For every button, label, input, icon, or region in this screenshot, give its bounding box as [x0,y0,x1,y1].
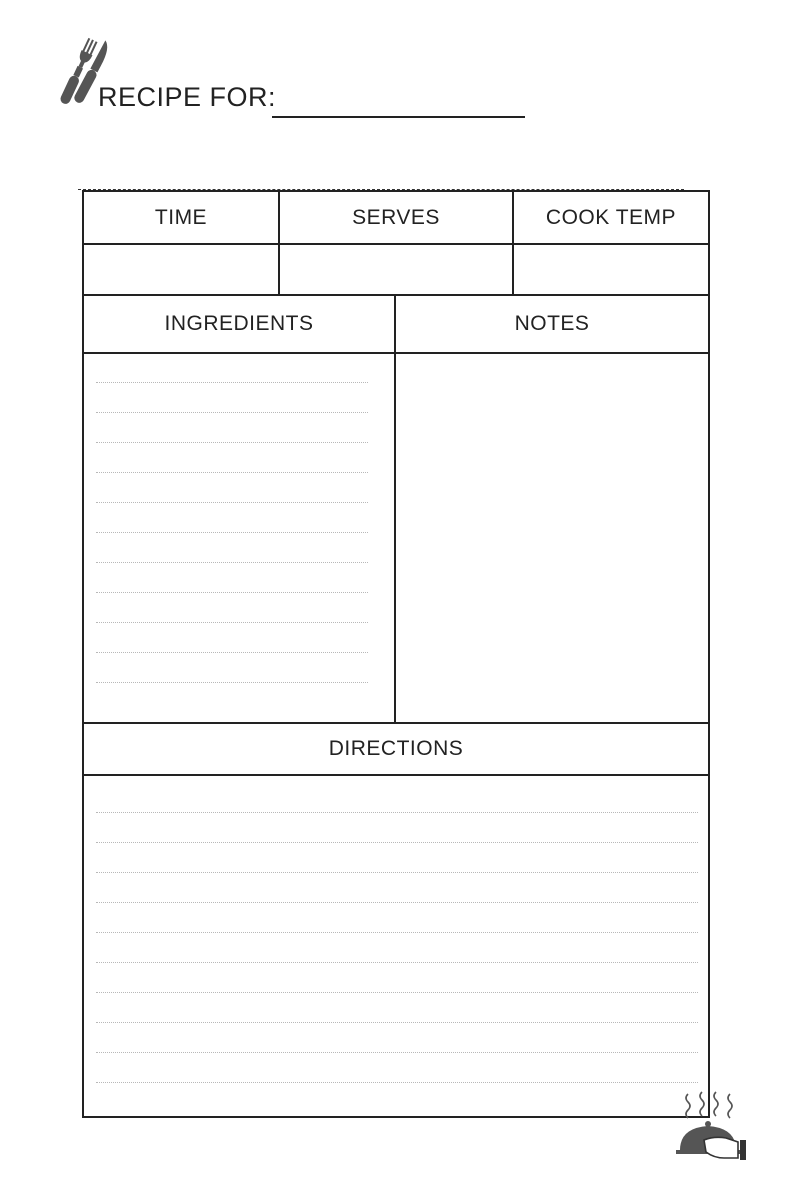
cook-temp-field[interactable] [512,243,710,296]
time-field[interactable] [82,243,280,296]
page-title: RECIPE FOR: [98,82,277,112]
guide-line [96,1022,698,1023]
serving-cloche-icon [668,1088,756,1168]
notes-label: NOTES [514,312,590,335]
guide-line [96,682,368,683]
guide-line [96,1052,698,1053]
guide-line [96,992,698,993]
guide-line [96,842,698,843]
guide-line [96,872,698,873]
guide-line [96,532,368,533]
guide-line [96,902,698,903]
time-label-cell [82,190,280,245]
guide-line [96,502,368,503]
recipe-name-line[interactable] [272,116,525,118]
ingredients-header [82,294,396,354]
guide-line [96,812,698,813]
notes-header [394,294,710,354]
directions-guide-lines [96,776,698,1106]
recipe-form [82,190,710,1118]
guide-line [96,962,698,963]
serves-field[interactable] [278,243,514,296]
serves-label: SERVES [352,205,440,229]
guide-line [96,382,368,383]
ingredients-label: INGREDIENTS [164,312,314,335]
directions-label: DIRECTIONS [328,737,464,760]
guide-line [96,472,368,473]
directions-header [82,722,710,776]
time-label: TIME [154,205,208,229]
guide-line [96,592,368,593]
guide-line [96,412,368,413]
guide-line [96,562,368,563]
cook-temp-label-cell [512,190,710,245]
guide-line [96,932,698,933]
ingredients-guide-lines [96,352,368,722]
guide-line [96,622,368,623]
guide-line [96,442,368,443]
guide-line [96,1082,698,1083]
header [48,30,568,130]
notes-area[interactable] [394,352,710,724]
cook-temp-label: COOK TEMP [545,205,677,229]
serves-label-cell [278,190,514,245]
guide-line [96,652,368,653]
